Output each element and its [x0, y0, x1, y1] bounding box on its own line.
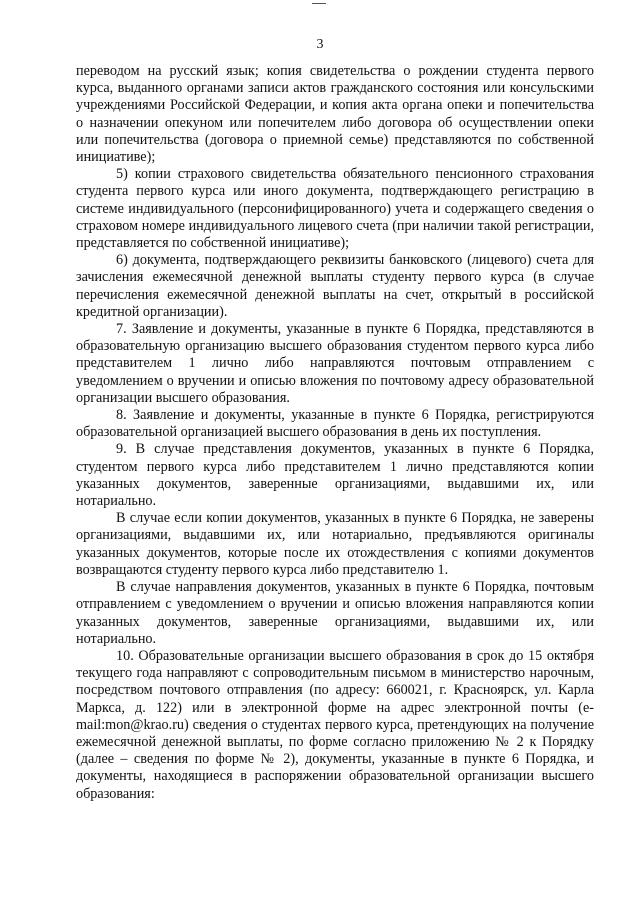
paragraph-clause-9-uncertified: В случае если копии документов, указанных в пункте 6 Порядка, не заверены организациями, выдавшими их, или нотариально, предъявляются оригиналы указанных документов, которые после их отождествления с копиями документов возвращаются студенту первого курса либо представителю 1. [76, 510, 594, 578]
paragraph-item-6: 6) документа, подтверждающего реквизиты банковского (лицевого) счета для зачисления ежемесячной денежной выплаты студенту первого курса (в случае перечисления ежемесячной денежной выплаты на счет, открытый в российской кредитной организации). [76, 252, 594, 320]
paragraph-clause-10: 10. Образовательные организации высшего образования в срок до 15 октября текущего года направляют с сопроводительным письмом в министерство нарочным, посредством почтового отправления (по адресу: 660021, г. Красноярск, ул. Карла Маркса, д. 122) или в электронной форме на адрес электронной почты (e-mail:mon@krao.ru) сведения о студентах первого курса, претендующих на получение ежемесячной денежной выплаты, по форме согласно приложению № 2 к Порядку (далее – сведения по форме № 2), документы, указанные в пункте 6 Порядка, и документы, находящиеся в распоряжении образовательной организации высшего образования: [76, 647, 594, 802]
top-edge-mark [312, 3, 326, 4]
paragraph-clause-7: 7. Заявление и документы, указанные в пункте 6 Порядка, представляются в образовательную организацию высшего образования студентом первого курса либо представителем 1 лично либо направляются почтовым отправлением с уведомлением о вручении и описью вложения по почтовому адресу образовательной организации высшего образования. [76, 321, 594, 406]
page-number: 3 [316, 37, 324, 52]
document-body [76, 63, 594, 803]
paragraph-clause-8: 8. Заявление и документы, указанные в пункте 6 Порядка, регистрируются образовательной организацией высшего образования в день их поступления. [76, 407, 594, 441]
paragraph-continuation: переводом на русский язык; копия свидетельства о рождении студента первого курса, выданного органами записи актов гражданского состояния или консульскими учреждениями Российской Федерации, и копия акта органа опеки и попечительства о назначении опекуном или попечителем либо договора об осуществлении опеки или попечительства (договора о приемной семье) представляются по собственной инициативе); [76, 63, 594, 166]
paragraph-clause-9-postal: В случае направления документов, указанных в пункте 6 Порядка, почтовым отправлением с уведомлением о вручении и описью вложения направляются копии указанных документов, заверенные организациями, выдавшими их, или нотариально. [76, 579, 594, 647]
paragraph-clause-9: 9. В случае представления документов, указанных в пункте 6 Порядка, студентом первого курса либо представителем 1 лично представляются копии указанных документов, заверенные организациями, выдавшими их, или нотариально. [76, 441, 594, 510]
paragraph-item-5: 5) копии страхового свидетельства обязательного пенсионного страхования студента первого курса или иного документа, подтверждающего регистрацию в системе индивидуального (персонифицированного) учета и содержащего сведения о страховом номере индивидуального лицевого счета (при наличии такой регистрации, представляется по собственной инициативе); [76, 166, 594, 252]
